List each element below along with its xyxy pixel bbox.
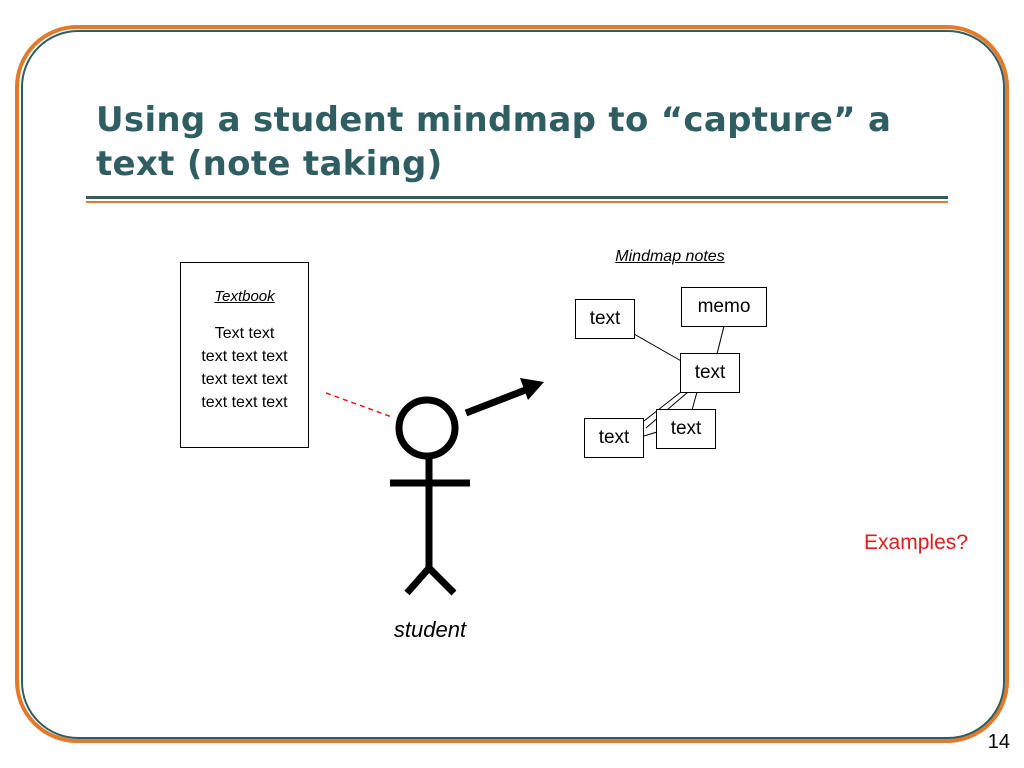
mindmap-node-text-bottom-right: text — [656, 409, 716, 449]
slide-title-line-2: text (note taking) — [96, 144, 443, 184]
student-head — [399, 400, 455, 456]
mindmap-title: Mindmap notes — [615, 248, 725, 265]
student-right-leg — [429, 568, 454, 593]
textbook-line: text text text — [201, 371, 288, 388]
arrow-to-mindmap — [466, 378, 544, 413]
connector-memo-center — [717, 326, 724, 354]
student-stick-figure — [390, 400, 470, 593]
textbook-line: Text text — [214, 325, 275, 342]
mindmap-node-memo: memo — [681, 287, 767, 327]
textbook-line: text text text — [201, 348, 288, 365]
textbook-title: Textbook — [214, 288, 275, 305]
mindmap-node-text-bottom-left: text — [584, 418, 644, 458]
page-number: 14 — [987, 731, 1010, 753]
mindmap-node-text-top-left: text — [575, 299, 635, 339]
student-left-leg — [407, 568, 429, 593]
slide-title-line-1: Using a student mindmap to “capture” a — [96, 100, 892, 140]
connector-center-bottomright — [692, 392, 697, 410]
mindmap-node-text-center: text — [680, 353, 740, 393]
examples-prompt: Examples? — [864, 531, 968, 554]
textbook-line: text text text — [201, 394, 288, 411]
connector-topleft-center — [634, 334, 683, 362]
student-label: student — [393, 617, 467, 642]
gaze-dashed-line — [326, 393, 392, 417]
